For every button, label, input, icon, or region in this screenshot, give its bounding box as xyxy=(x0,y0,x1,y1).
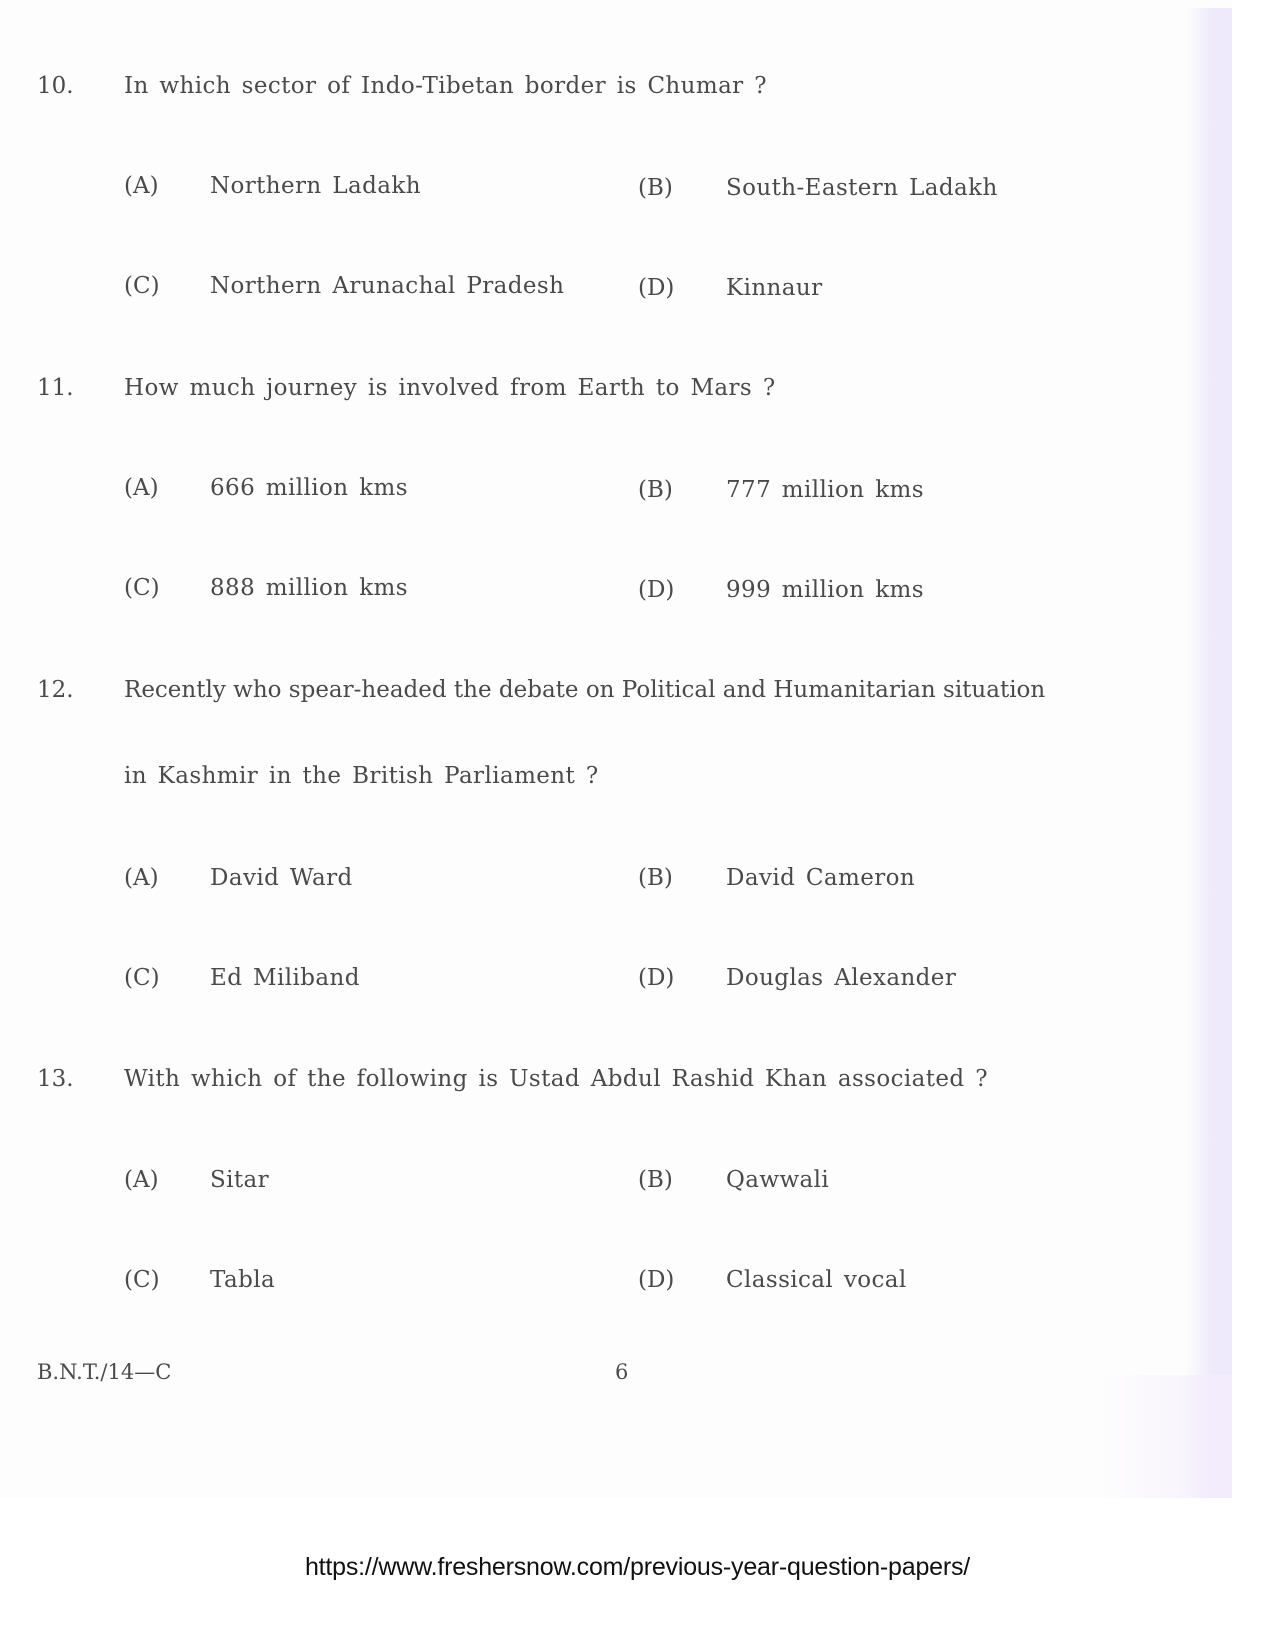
paper-code: B.N.T./14—C xyxy=(37,1360,172,1384)
question-text: In which sector of Indo-Tibetan border is Chumar ? xyxy=(124,73,768,99)
option-text-a: David Ward xyxy=(210,865,353,891)
option-text-b: Qawwali xyxy=(726,1167,830,1193)
option-text-c: Ed Miliband xyxy=(210,965,360,991)
option-text-a: Sitar xyxy=(210,1167,270,1193)
question-number: 13. xyxy=(37,1066,74,1092)
option-label-b: (B) xyxy=(638,1167,673,1193)
source-url-link[interactable]: https://www.freshersnow.com/previous-year-question-papers/ xyxy=(304,1553,971,1581)
question-number: 12. xyxy=(37,677,74,703)
scan-edge-tint xyxy=(1100,1375,1232,1498)
option-label-c: (C) xyxy=(124,575,160,601)
question-number: 10. xyxy=(37,73,74,99)
option-label-a: (A) xyxy=(124,1167,159,1193)
option-label-a: (A) xyxy=(124,475,159,501)
option-label-b: (B) xyxy=(638,477,673,503)
page-number: 6 xyxy=(615,1360,629,1384)
option-label-a: (A) xyxy=(124,865,159,891)
option-label-b: (B) xyxy=(638,175,673,201)
scan-edge-shadow xyxy=(1185,8,1232,1498)
option-text-c: 888 million kms xyxy=(210,575,408,601)
option-label-c: (C) xyxy=(124,273,160,299)
option-text-d: Douglas Alexander xyxy=(726,965,957,991)
option-text-a: 666 million kms xyxy=(210,475,408,501)
option-text-d: Classical vocal xyxy=(726,1267,907,1293)
question-text-line-2: in Kashmir in the British Parliament ? xyxy=(124,763,599,789)
question-text-line-1: Recently who spear-headed the debate on Political and Humanitarian situation xyxy=(124,677,1046,703)
option-text-b: 777 million kms xyxy=(726,477,924,503)
option-text-a: Northern Ladakh xyxy=(210,173,421,199)
option-label-d: (D) xyxy=(638,965,675,991)
question-text: With which of the following is Ustad Abdul Rashid Khan associated ? xyxy=(124,1066,988,1092)
option-label-b: (B) xyxy=(638,865,673,891)
option-text-c: Tabla xyxy=(210,1267,276,1293)
option-label-c: (C) xyxy=(124,965,160,991)
option-label-c: (C) xyxy=(124,1267,160,1293)
option-label-d: (D) xyxy=(638,1267,675,1293)
question-number: 11. xyxy=(37,375,74,401)
option-text-b: David Cameron xyxy=(726,865,916,891)
question-text: How much journey is involved from Earth to Mars ? xyxy=(124,375,776,401)
option-text-c: Northern Arunachal Pradesh xyxy=(210,273,565,299)
option-text-d: Kinnaur xyxy=(726,275,823,301)
option-label-a: (A) xyxy=(124,173,159,199)
option-label-d: (D) xyxy=(638,577,675,603)
option-text-d: 999 million kms xyxy=(726,577,924,603)
option-label-d: (D) xyxy=(638,275,675,301)
option-text-b: South-Eastern Ladakh xyxy=(726,175,998,201)
